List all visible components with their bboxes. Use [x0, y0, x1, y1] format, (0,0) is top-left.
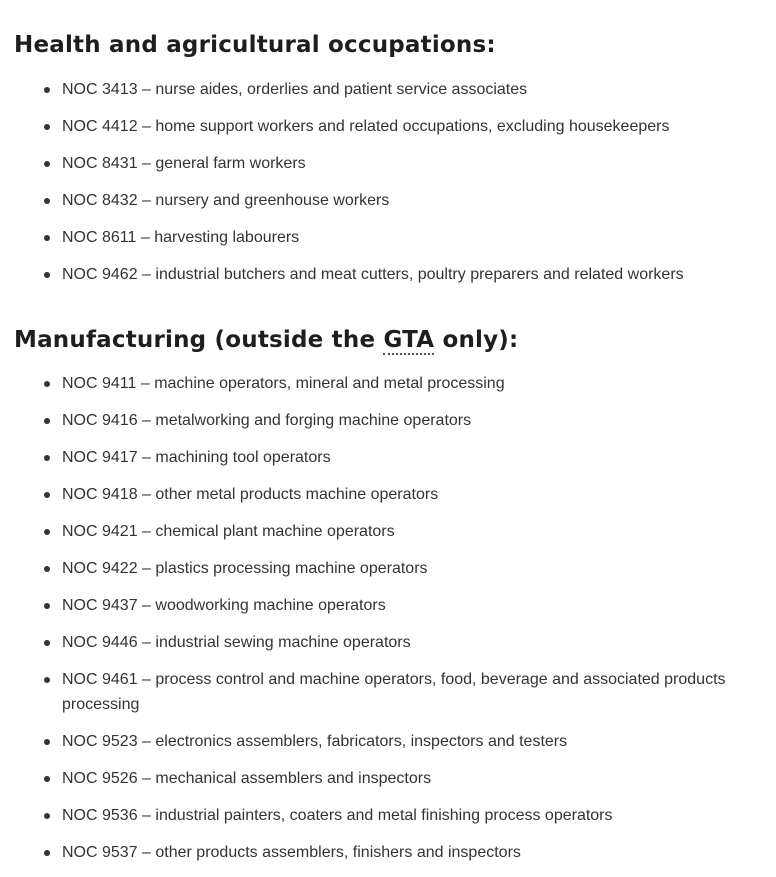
list-item — [62, 840, 764, 865]
list-item — [62, 556, 764, 581]
list-item — [62, 77, 764, 102]
list-item — [62, 519, 764, 544]
list-item — [62, 408, 764, 433]
list-item-text: NOC 9437 – woodworking machine operators — [62, 597, 386, 614]
bullet-icon — [44, 739, 50, 745]
list-item-text: NOC 9526 – mechanical assemblers and inspectors — [62, 770, 432, 787]
bullet-icon — [44, 529, 50, 535]
bullet-icon — [44, 813, 50, 819]
list-item — [62, 188, 764, 213]
list-item-text: NOC 9417 – machining tool operators — [62, 449, 331, 466]
list-item-text: NOC 9421 – chemical plant machine operators — [62, 523, 395, 540]
bullet-icon — [44, 272, 50, 278]
list-item-text: NOC 8431 – general farm workers — [62, 155, 306, 172]
list-item-text: NOC 8432 – nursery and greenhouse workers — [62, 192, 390, 209]
list-item-text: NOC 9462 – industrial butchers and meat cutters, poultry preparers and related workers — [62, 266, 684, 283]
list-item — [62, 593, 764, 618]
heading-text-after: only): — [434, 327, 519, 353]
list-item-text: NOC 3413 – nurse aides, orderlies and patient service associates — [62, 81, 528, 98]
bullet-icon — [44, 381, 50, 387]
bullet-icon — [44, 677, 50, 683]
bullet-icon — [44, 455, 50, 461]
bullet-icon — [44, 603, 50, 609]
list-item-text: NOC 9537 – other products assemblers, finishers and inspectors — [62, 844, 521, 861]
bullet-icon — [44, 198, 50, 204]
list-item-text: NOC 8611 – harvesting labourers — [62, 229, 300, 246]
section-heading-health: Health and agricultural occupations: — [14, 32, 496, 58]
list-item-text: NOC 9446 – industrial sewing machine operators — [62, 634, 411, 651]
heading-text-before: Manufacturing (outside the — [14, 327, 384, 353]
list-item-text: NOC 9416 – metalworking and forging machine operators — [62, 412, 472, 429]
section-heading-manufacturing — [14, 299, 764, 355]
list-item — [62, 262, 764, 287]
list-item-text: NOC 4412 – home support workers and related occupations, excluding housekeepers — [62, 118, 670, 135]
bullet-icon — [44, 640, 50, 646]
bullet-icon — [44, 161, 50, 167]
list-item — [62, 445, 764, 470]
list-item-text: NOC 9418 – other metal products machine operators — [62, 486, 439, 503]
list-item — [62, 729, 764, 754]
bullet-icon — [44, 87, 50, 93]
manufacturing-occupations-list — [14, 371, 764, 865]
list-item-text: NOC 9536 – industrial painters, coaters and metal finishing process operators — [62, 807, 613, 824]
health-occupations-list — [14, 77, 764, 287]
bullet-icon — [44, 235, 50, 241]
bullet-icon — [44, 566, 50, 572]
list-item — [62, 151, 764, 176]
bullet-icon — [44, 776, 50, 782]
list-item-text: NOC 9411 – machine operators, mineral and metal processing — [62, 375, 505, 392]
list-item — [62, 766, 764, 791]
bullet-icon — [44, 850, 50, 856]
list-item — [62, 630, 764, 655]
list-item — [62, 803, 764, 828]
gta-abbreviation[interactable]: GTA — [383, 327, 435, 353]
list-item — [62, 482, 764, 507]
list-item — [62, 371, 764, 396]
list-item-text: NOC 9422 – plastics processing machine operators — [62, 560, 428, 577]
list-item-text: NOC 9523 – electronics assemblers, fabricators, inspectors and testers — [62, 733, 568, 750]
bullet-icon — [44, 124, 50, 130]
article-content — [14, 0, 764, 877]
list-item-text: NOC 9461 – process control and machine operators, food, beverage and associated products processing — [62, 671, 726, 713]
bullet-icon — [44, 418, 50, 424]
list-item — [62, 667, 764, 717]
list-item — [62, 225, 764, 250]
bullet-icon — [44, 492, 50, 498]
list-item — [62, 114, 764, 139]
